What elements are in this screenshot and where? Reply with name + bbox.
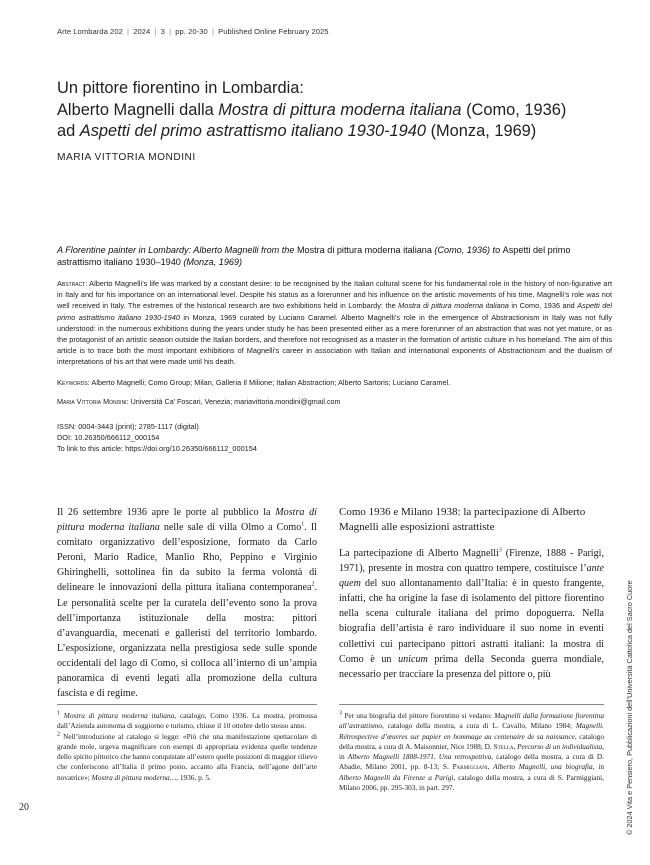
title-text: (Monza, 1969) [426, 122, 537, 140]
abstract-label: Abstract: [57, 279, 88, 288]
footnote-text: Nell’introduzione al catalogo si legge: «Più che una manifestazione spettacolare di grande mole, urgeva magnificare con esempi di appropriata evidenza quelle tendenze dello spirito pittorico che hanno conquistate all’estero quelle posizioni di maggior rilievo che conferiscono all’Italia il primo posto, accanto alla Francia, nell’agone dell’arte novatrice»; [57, 731, 317, 782]
body-column-left [57, 505, 317, 701]
footnote-number: 1 [57, 710, 60, 717]
title-italic-text: Mostra di pittura moderna italiana [218, 100, 462, 119]
keywords-text: Alberto Magnelli; Como Group; Milan, Galleria Il Milione; Italian Abstraction; Alberto Sartoris; Luciano Caramel. [89, 378, 451, 387]
footnote-text: , catalogo della mostra, a cura di S. Parmiggiani, Milano 2006, pp. 295-303, in part. 297. [339, 772, 604, 793]
footnote-ref-2[interactable]: 2 [311, 582, 315, 589]
english-title-text: (Como, 1936) to [431, 245, 503, 255]
abstract [57, 278, 612, 368]
title-text: (Como, 1936) [461, 100, 567, 119]
body-text: La partecipazione di Alberto Magnelli [339, 548, 499, 559]
author-name: MARIA VITTORIA MONDINI [57, 152, 196, 163]
issn: ISSN: 0004-3443 (print); 2785-1117 (digital) [57, 422, 199, 431]
body-paragraph [339, 546, 604, 682]
article-title [57, 78, 577, 143]
journal-issue: 3 [160, 27, 165, 36]
body-italic-text: Mostra di pittura moderna italiana [57, 507, 317, 534]
footnote-text: , [513, 741, 518, 751]
journal-name: Arte Lombarda 202 [57, 27, 123, 36]
footnote-italic-text: Magnelli dalla formazione fiorentina all’astrattismo [339, 711, 604, 731]
body-text: del suo allontanamento dall’Italia: è in questo frangente, infatti, che ha origine la fase di isolamento del pittore fiorentino nella scena culturale italiana del primo dopoguerra. Nella biografia dell’artista è raro individuare il suo nome in eventi collettivi cui partecipano pittori astratti italiani: la mostra di Como è un [339, 578, 604, 665]
footnote-italic-text: Alberto Magnelli, una biografia [493, 762, 593, 772]
footnote-italic-text: Magnelli. Rétrospective d’œuvres sur papier en hommage au centenaire de sa naissance [339, 721, 604, 741]
body-text: . Il comitato organizzativo dell’esposizione, formato da Carlo Peroni, Mario Radice, Manlio Rho, Peppino e Virginio Ghiringhelli, sottolinea fin da subito la ferma volontà di delineare le innovazioni della pittura italiana contemporanea [57, 522, 317, 594]
footnote-text: , [487, 762, 494, 772]
english-title-text: Aspetti del primo astrattismo italiano 1930–1940 [57, 245, 571, 268]
journal-pages: pp. 20-30 [175, 27, 208, 36]
footnote-italic-text: Alberto Magnelli da Firenze a Parigi [339, 772, 454, 782]
page-number: 20 [19, 802, 29, 813]
footnote-text: , catalogo della mostra, a cura di A. Maisonnier, Nice 1988; D. [339, 731, 604, 751]
abstract-text: Alberto Magnelli’s life was marked by a constant desire: to be recognised by the Italian cultural scene for his fundamental role in the history of non-figurative art in Italy and for his importance on an international level. Despite his status as a forerunner and his influence on the artistic movements of his time, Magnelli’s role was not well received in Italy. The extremes of the historical research are two exhibitions held in Lombardy: the [57, 279, 612, 311]
body-text: . Le personalità scelte per la curatela dell’evento sono la prova dell’importanza istituzionale della mostra: pittori d’avanguardia, mecenati e galleristi del territorio lombardo. L’esposizione, organizzata nella prestigiosa sede sulle sponde occidentali del lago di Como, si colloca all’interno di un’ampia panoramica di eventi legati alla promozione della cultura fascista e di regime. [57, 582, 317, 700]
article-identifiers [57, 422, 257, 454]
body-italic-text: unicum [398, 653, 428, 665]
footnote-text: , catalogo della mostra, a cura di L. Cavallo, Milano 1984; [381, 721, 576, 731]
title-text: ad [57, 122, 80, 140]
footnote-text: Per una biografia del pittore fiorentino si vedano: [342, 711, 495, 720]
footnote-ref-3[interactable]: 3 [498, 547, 502, 554]
keywords-label: Keywords: [57, 378, 90, 387]
doi: DOI: 10.26350/666112_000154 [57, 432, 160, 442]
author-affiliation [57, 397, 612, 406]
publication-date: Published Online February 2025 [218, 27, 329, 36]
footnote-divider [57, 704, 317, 705]
english-title [57, 244, 612, 269]
footnote-italic-text: Mostra di pittura moderna italiana [60, 711, 175, 720]
affiliation-name: Maria Vittoria Mondini [57, 397, 127, 406]
article-link[interactable]: To link to this article: https://doi.org/10.26350/666112_000154 [57, 443, 257, 453]
footnote-author: Parmiggiani [452, 762, 488, 772]
journal-year: 2024 [133, 27, 151, 36]
body-column-right [339, 546, 604, 682]
abstract-text: in Como, 1936 and [508, 301, 578, 311]
abstract-text: Mostra di pittura moderna italiana [398, 301, 509, 311]
english-title-text: Mostra di pittura moderna italiana [296, 245, 432, 255]
footnote-italic-text: Mostra di pittura moderna… [91, 772, 177, 782]
english-title-text: (Monza, 1969) [180, 257, 243, 268]
section-heading: Como 1936 e Milano 1938: la partecipazione di Alberto Magnelli alle esposizioni astrattiste [339, 506, 586, 534]
footnote-text: , catalogo, Como 1936. La mostra, promossa dall’Azienda autonoma di soggiorno e turismo, chiuse il 10 ottobre dello stesso anno. [57, 711, 317, 731]
affiliation-text: : Università Ca’ Foscari, Venezia; mariavittoria.mondini@gmail.com [126, 397, 341, 406]
body-text: prima della Seconda guerra mondiale, necessario per tracciare la presenza del pittore o, più [339, 653, 604, 680]
footnote-italic-text: Alberto Magnelli 1888-1971. Una retrospettiva [347, 752, 492, 762]
body-text: (Firenze, 1888 - Parigi, 1971), presente in mostra con quattro tempere, costituisce l’ [339, 548, 604, 575]
footnote-text: , catalogo della mostra, a cura di D. Abadie, Milano 2001, pp. 8-13; S. [339, 752, 604, 772]
title-line-1: Un pittore fiorentino in Lombardia: [57, 79, 304, 97]
title-italic-text: Aspetti del primo astrattismo italiano 1930-1940 [79, 122, 427, 140]
footnote-text: , in [592, 762, 605, 772]
body-text: nelle sale di villa Olmo a Como [159, 522, 302, 534]
side-copyright: © 2024 Vita e Pensiero, Pubblicazioni dell’Università Cattolica del Sacro Cuore [625, 580, 634, 835]
footnote-text: , in [339, 741, 604, 762]
body-paragraph [57, 505, 317, 701]
footnote-italic-text: Percorso di un individualista [517, 741, 603, 751]
title-text: Alberto Magnelli dalla [57, 100, 219, 119]
keywords [57, 378, 612, 387]
abstract-text: Aspetti del primo astrattismo italiano 1930-1940 [57, 301, 612, 322]
title-line-3 [57, 121, 577, 143]
footnote-author: Stella [493, 741, 514, 751]
footnotes-left [57, 711, 317, 783]
abstract-text: in Monza, 1969 curated by Luciano Caramel. Alberto Magnelli’s role in the emergence of Abstractionism in Italy was not fully understood: in the numerous exhibitions during the years under study he has been presented either as a mere forerunner of an abstraction that was not yet mature, or as the protagonist of an artistic season outside the Italian borders, and therefore not recognised as a master in the formation of artistic culture in his homeland. The aim of this article is to trace both the most important exhibitions of Magnelli’s career in association with Italian and international exponents of Abstractionism and the dualism of interpretations of his art that were made until his death. [57, 312, 612, 367]
footnote-divider [339, 704, 604, 705]
footnote-2 [57, 732, 317, 783]
body-text: Il 26 settembre 1936 apre le porte al pubblico la [57, 507, 276, 518]
footnote-text: , 1936, p. 5. [176, 772, 211, 782]
body-italic-text: ante quem [339, 563, 604, 590]
footnotes-right [339, 711, 604, 793]
title-line-2 [57, 100, 577, 122]
english-title-text: A Florentine painter in Lombardy: Alberto Magnelli from the [57, 245, 297, 255]
footnote-1 [57, 711, 317, 732]
footnote-3 [339, 711, 604, 793]
footnote-number: 2 [57, 731, 60, 738]
footnote-ref-1[interactable]: 1 [301, 521, 305, 528]
footnote-number: 3 [339, 710, 342, 717]
running-head: Arte Lombarda 202 | 2024 | 3 | pp. 20-30 | Published Online February 2025 [57, 27, 329, 36]
